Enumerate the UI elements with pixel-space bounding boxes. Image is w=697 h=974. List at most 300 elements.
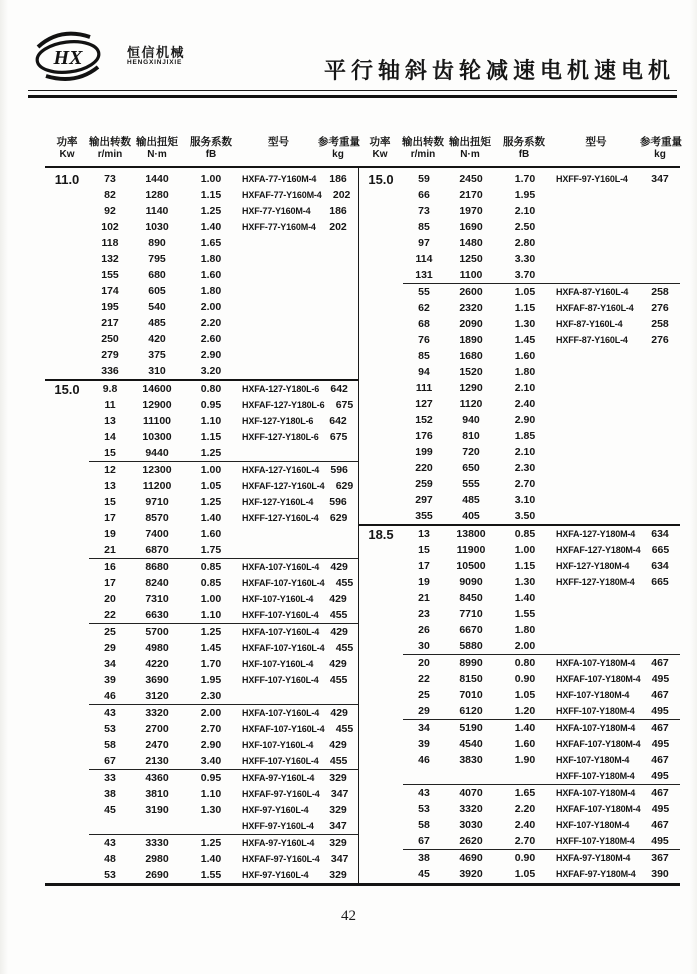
speed-cell: 73	[104, 172, 116, 185]
model-cell: HXFAF-107-Y180M-4	[556, 673, 641, 684]
speed-cell: 38	[104, 787, 116, 800]
service-factor-cell: 1.40	[514, 721, 536, 734]
table-row	[403, 332, 680, 348]
service-factor-cell: 1.25	[200, 836, 222, 849]
table-row	[89, 607, 358, 623]
weight-cell: 202	[332, 188, 351, 201]
service-factor-cell: 2.40	[514, 818, 536, 831]
speed-cell: 102	[101, 220, 119, 233]
power-group	[359, 171, 680, 524]
torque-cell: 310	[148, 364, 166, 377]
table-row	[403, 476, 680, 492]
table-row	[403, 785, 680, 801]
weight-cell	[640, 219, 680, 235]
torque-cell	[131, 818, 183, 834]
torque-cell: 2090	[459, 317, 483, 330]
weight-cell	[640, 251, 680, 267]
torque-cell: 8150	[459, 672, 483, 685]
speed-cell: 174	[101, 284, 119, 297]
weight-cell: 276	[651, 333, 669, 346]
torque-cell: 2320	[459, 301, 483, 314]
table-row	[89, 429, 358, 445]
table-row	[403, 460, 680, 476]
power-value: 18.5	[368, 526, 394, 542]
model-cell	[553, 428, 640, 444]
table-row	[89, 283, 358, 299]
row-block	[89, 769, 358, 834]
weight-cell: 455	[329, 754, 348, 767]
service-factor-cell: 1.90	[514, 753, 536, 766]
model-cell	[553, 396, 640, 412]
speed-cell: 76	[418, 333, 430, 346]
model-cell: HXFF-107-Y180M-4	[556, 705, 635, 716]
model-cell: HXFA-107-Y180M-4	[556, 787, 636, 798]
weight-cell: 202	[329, 220, 347, 233]
service-factor-cell: 2.20	[514, 802, 536, 815]
speed-cell: 17	[104, 576, 116, 589]
weight-cell: 596	[329, 495, 347, 508]
speed-cell: 15	[104, 495, 116, 508]
table-row	[89, 299, 358, 315]
service-factor-cell: 3.70	[514, 268, 536, 281]
table-row	[89, 494, 358, 510]
model-cell: HXFA-97-Y180M-4	[556, 852, 631, 863]
model-cell	[239, 235, 318, 251]
speed-cell	[89, 818, 131, 834]
service-factor-cell: 0.85	[200, 576, 222, 589]
speed-cell: 85	[418, 349, 430, 362]
weight-cell: 629	[329, 511, 348, 524]
table-row	[403, 638, 680, 654]
torque-cell: 2620	[459, 834, 483, 847]
weight-cell: 429	[330, 625, 348, 638]
service-factor-cell: 1.45	[514, 333, 536, 346]
service-factor-cell: 2.60	[200, 332, 222, 345]
power-value: 15.0	[368, 171, 394, 187]
col-header-service-factor: 服务系数 fB	[190, 136, 232, 161]
speed-cell: 199	[415, 445, 433, 458]
service-factor-cell: 0.80	[514, 656, 536, 669]
speed-cell: 62	[418, 301, 430, 314]
torque-cell: 540	[148, 300, 166, 313]
row-block	[89, 834, 358, 883]
model-cell: HXF-107-Y180M-4	[556, 754, 630, 765]
speed-cell: 336	[101, 364, 119, 377]
torque-cell: 9710	[145, 495, 169, 508]
speed-cell: 195	[101, 300, 119, 313]
header-rule	[28, 90, 677, 98]
table-row	[89, 347, 358, 363]
row-block	[403, 719, 680, 784]
speed-cell: 13	[104, 414, 116, 427]
service-factor-cell: 1.40	[200, 852, 222, 865]
speed-cell: 45	[104, 803, 116, 816]
weight-cell	[318, 283, 358, 299]
service-factor-cell: 1.75	[200, 543, 222, 556]
table-row	[89, 542, 358, 558]
torque-cell: 3320	[145, 706, 169, 719]
speed-cell: 43	[104, 836, 116, 849]
service-factor-cell: 2.90	[200, 738, 222, 751]
torque-cell: 1100	[459, 268, 483, 281]
table-row	[403, 492, 680, 508]
table-row	[89, 219, 358, 235]
weight-cell	[640, 492, 680, 508]
service-factor-cell: 0.90	[514, 851, 536, 864]
weight-cell: 665	[651, 543, 670, 556]
service-factor-cell: 2.30	[514, 461, 536, 474]
service-factor-cell: 1.25	[200, 204, 222, 217]
weight-cell: 596	[330, 463, 348, 476]
service-factor-cell: 2.90	[514, 413, 536, 426]
torque-cell: 5700	[145, 625, 169, 638]
service-factor-cell: 1.00	[514, 543, 536, 556]
torque-cell: 485	[462, 493, 480, 506]
speed-cell: 30	[418, 639, 430, 652]
torque-cell: 1440	[145, 172, 169, 185]
weight-cell	[640, 460, 680, 476]
service-factor-cell: 2.40	[514, 397, 536, 410]
speed-cell: 29	[418, 704, 430, 717]
weight-cell	[640, 267, 680, 283]
row-block	[89, 558, 358, 623]
table-row	[89, 171, 358, 187]
service-factor-cell: 1.40	[514, 591, 536, 604]
row-block	[89, 171, 358, 379]
speed-cell: 21	[104, 543, 116, 556]
torque-cell: 3120	[145, 689, 169, 702]
weight-cell	[640, 606, 680, 622]
weight-cell	[640, 444, 680, 460]
service-factor-cell: 1.65	[200, 236, 222, 249]
table-row	[403, 817, 680, 833]
model-cell: HXFAF-127-Y180M-4	[556, 544, 641, 555]
weight-cell: 467	[651, 656, 669, 669]
torque-cell: 7310	[145, 592, 169, 605]
weight-cell: 495	[651, 802, 670, 815]
weight-cell: 329	[329, 771, 347, 784]
speed-cell: 152	[415, 413, 433, 426]
speed-cell: 114	[415, 252, 433, 265]
weight-cell	[318, 363, 358, 379]
model-cell	[553, 235, 640, 251]
service-factor-cell: 3.30	[514, 252, 536, 265]
speed-cell: 53	[104, 868, 116, 881]
model-cell	[553, 380, 640, 396]
service-factor-cell: 1.25	[200, 495, 222, 508]
torque-cell: 3320	[459, 802, 483, 815]
service-factor-cell: 1.60	[200, 527, 222, 540]
service-factor-cell: 3.40	[200, 754, 222, 767]
speed-cell: 14	[104, 430, 116, 443]
model-cell: HXFA-107-Y180M-4	[556, 657, 636, 668]
service-factor-cell: 1.60	[514, 349, 536, 362]
model-cell: HXFAF-107-Y160L-4	[242, 577, 325, 588]
weight-cell: 455	[329, 673, 348, 686]
model-cell: HXFF-127-Y180M-4	[556, 576, 635, 587]
model-cell: HXFF-107-Y160L-4	[242, 674, 319, 685]
speed-cell: 20	[104, 592, 116, 605]
table-row	[89, 640, 358, 656]
service-factor-cell: 1.30	[200, 803, 222, 816]
torque-cell: 1890	[459, 333, 483, 346]
model-cell: HXFAF-97-Y160L-4	[242, 788, 320, 799]
model-cell	[239, 315, 318, 331]
service-factor-cell: 2.00	[200, 300, 222, 313]
weight-cell: 629	[335, 479, 354, 492]
model-cell	[553, 267, 640, 283]
weight-cell: 347	[330, 787, 349, 800]
torque-cell: 3190	[145, 803, 169, 816]
speed-cell: 12	[104, 463, 116, 476]
speed-cell: 58	[104, 738, 116, 751]
service-factor-cell: 1.15	[200, 430, 222, 443]
model-cell: HXF-77-Y160M-4	[242, 205, 311, 216]
row-blocks	[403, 171, 680, 524]
weight-cell	[640, 203, 680, 219]
table-row	[89, 867, 358, 883]
weight-cell: 367	[651, 851, 669, 864]
model-cell: HXFA-127-Y180L-6	[242, 383, 320, 394]
speed-cell: 82	[104, 188, 116, 201]
model-cell: HXFAF-127-Y180L-6	[242, 399, 325, 410]
speed-cell: 38	[418, 851, 430, 864]
table-row	[89, 851, 358, 867]
model-cell: HXFF-107-Y180M-4	[556, 835, 635, 846]
service-factor-cell: 1.60	[514, 737, 536, 750]
torque-cell: 13800	[456, 527, 486, 540]
weight-cell	[640, 590, 680, 606]
logo-name-en: HENGXINJIXIE	[127, 58, 183, 66]
weight-cell: 429	[329, 738, 347, 751]
speed-cell: 220	[415, 461, 433, 474]
table-row	[403, 866, 680, 882]
model-cell	[553, 622, 640, 638]
model-cell: HXF-87-Y160L-4	[556, 318, 623, 329]
torque-cell: 405	[462, 509, 480, 522]
speed-cell: 297	[415, 493, 433, 506]
speed-cell: 53	[104, 722, 116, 735]
service-factor-cell: 3.50	[514, 509, 536, 522]
service-factor-cell	[497, 768, 553, 784]
service-factor-cell: 3.10	[514, 493, 536, 506]
service-factor-cell: 1.60	[200, 268, 222, 281]
spec-table-left	[45, 134, 358, 883]
torque-cell: 6120	[459, 704, 483, 717]
service-factor-cell: 2.70	[200, 722, 222, 735]
speed-cell: 33	[104, 771, 116, 784]
table-row	[89, 526, 358, 542]
table-row	[403, 348, 680, 364]
table-row	[89, 753, 358, 769]
model-cell: HXFF-97-Y160L-4	[556, 173, 628, 184]
speed-cell: 259	[415, 477, 433, 490]
model-cell: HXFA-97-Y160L-4	[242, 772, 315, 783]
table-row	[403, 300, 680, 316]
torque-cell: 2130	[145, 754, 169, 767]
model-cell: HXFAF-77-Y160M-4	[242, 189, 322, 200]
col-header-weight: 参考重量 kg	[640, 136, 682, 161]
speed-cell: 59	[418, 172, 430, 185]
power-group	[359, 524, 680, 882]
row-block	[89, 623, 358, 704]
table-row	[89, 510, 358, 526]
service-factor-cell: 1.70	[200, 657, 222, 670]
torque-cell: 1120	[459, 397, 483, 410]
weight-cell: 455	[335, 576, 354, 589]
weight-cell: 347	[330, 852, 349, 865]
model-cell: HXFA-87-Y160L-4	[556, 286, 629, 297]
torque-cell: 12300	[142, 463, 172, 476]
service-factor-cell: 0.95	[200, 771, 222, 784]
model-cell: HXF-107-Y160L-4	[242, 739, 314, 750]
torque-cell: 375	[148, 348, 166, 361]
table-row	[403, 655, 680, 671]
table-row	[403, 574, 680, 590]
weight-cell: 429	[329, 657, 347, 670]
weight-cell	[640, 348, 680, 364]
torque-cell: 2980	[145, 852, 169, 865]
weight-cell: 675	[329, 430, 348, 443]
weight-cell	[640, 638, 680, 654]
service-factor-cell: 1.10	[200, 787, 222, 800]
table-row	[89, 737, 358, 753]
torque-cell: 6630	[145, 608, 169, 621]
table-row	[403, 316, 680, 332]
torque-cell	[445, 768, 497, 784]
model-cell	[239, 363, 318, 379]
logo-name-cn: 恒信机械	[127, 45, 186, 61]
speed-cell: 25	[418, 688, 430, 701]
table-row	[403, 444, 680, 460]
company-logo	[28, 30, 185, 87]
table-row	[89, 835, 358, 851]
weight-cell	[640, 412, 680, 428]
service-factor-cell: 2.90	[200, 348, 222, 361]
torque-cell: 4540	[459, 737, 483, 750]
model-cell	[553, 508, 640, 524]
speed-cell: 217	[101, 316, 119, 329]
service-factor-cell: 0.90	[514, 672, 536, 685]
service-factor-cell: 2.70	[514, 834, 536, 847]
model-cell: HXF-97-Y160L-4	[242, 869, 309, 880]
col-header-service-factor: 服务系数 fB	[503, 136, 545, 161]
speed-cell: 11	[104, 398, 116, 411]
table-header	[45, 134, 358, 168]
model-cell: HXFAF-107-Y160L-4	[242, 642, 325, 653]
model-cell	[553, 638, 640, 654]
torque-cell: 3690	[145, 673, 169, 686]
model-cell	[553, 590, 640, 606]
weight-cell: 467	[651, 688, 669, 701]
model-cell	[553, 187, 640, 203]
torque-cell: 11900	[456, 543, 486, 556]
spec-tables	[45, 134, 680, 886]
table-row	[403, 833, 680, 849]
row-block	[403, 283, 680, 524]
power-group	[45, 171, 358, 379]
service-factor-cell: 1.55	[200, 868, 222, 881]
speed-cell: 67	[104, 754, 116, 767]
row-block	[89, 381, 358, 461]
model-cell: HXFF-107-Y180M-4	[556, 770, 635, 781]
service-factor-cell: 2.30	[200, 689, 222, 702]
service-factor-cell: 1.00	[200, 463, 222, 476]
model-cell: HXFAF-107-Y160L-4	[242, 723, 325, 734]
service-factor-cell: 2.10	[514, 381, 536, 394]
weight-cell: 467	[651, 786, 669, 799]
speed-cell: 53	[418, 802, 430, 815]
weight-cell: 347	[329, 819, 347, 832]
table-row	[89, 559, 358, 575]
row-blocks	[403, 526, 680, 882]
weight-cell	[640, 622, 680, 638]
model-cell	[239, 299, 318, 315]
col-header-speed: 输出转数 r/min	[402, 136, 444, 161]
table-row	[403, 219, 680, 235]
model-cell: HXFAF-97-Y180M-4	[556, 868, 636, 879]
weight-cell: 642	[329, 414, 347, 427]
service-factor-cell: 1.45	[200, 641, 222, 654]
table-row	[403, 396, 680, 412]
weight-cell	[318, 526, 358, 542]
weight-cell: 429	[329, 592, 347, 605]
speed-cell: 46	[418, 753, 430, 766]
torque-cell: 8570	[145, 511, 169, 524]
model-cell	[239, 267, 318, 283]
service-factor-cell: 3.20	[200, 364, 222, 377]
torque-cell: 420	[148, 332, 166, 345]
service-factor-cell: 1.95	[200, 673, 222, 686]
model-cell: HXF-127-Y180M-4	[556, 560, 630, 571]
weight-cell: 329	[329, 868, 347, 881]
service-factor-cell: 2.00	[514, 639, 536, 652]
torque-cell: 4980	[145, 641, 169, 654]
table-row	[89, 251, 358, 267]
torque-cell: 6670	[459, 623, 483, 636]
speed-cell: 355	[415, 509, 433, 522]
model-cell: HXFA-107-Y160L-4	[242, 626, 320, 637]
page-header	[28, 30, 675, 87]
model-cell	[553, 492, 640, 508]
speed-cell: 17	[104, 511, 116, 524]
weight-cell: 390	[651, 867, 669, 880]
table-row	[403, 171, 680, 187]
table-row	[89, 656, 358, 672]
speed-cell: 22	[418, 672, 430, 685]
torque-cell: 7400	[145, 527, 169, 540]
page-number: 42	[341, 907, 356, 924]
model-cell	[553, 364, 640, 380]
model-cell: HXFF-127-Y180L-6	[242, 431, 319, 442]
speed-cell: 85	[418, 220, 430, 233]
torque-cell: 4220	[145, 657, 169, 670]
logo-oval-icon	[28, 30, 124, 87]
speed-cell: 34	[418, 721, 430, 734]
speed-cell: 45	[418, 867, 430, 880]
weight-cell: 495	[651, 704, 669, 717]
model-cell: HXFA-107-Y160L-4	[242, 707, 320, 718]
table-row	[403, 687, 680, 703]
service-factor-cell: 1.05	[514, 688, 536, 701]
table-row	[89, 786, 358, 802]
weight-cell: 675	[335, 398, 354, 411]
speed-cell: 25	[104, 625, 116, 638]
speed-cell: 13	[104, 479, 116, 492]
table-row	[89, 315, 358, 331]
table-row	[403, 558, 680, 574]
service-factor-cell: 2.50	[514, 220, 536, 233]
